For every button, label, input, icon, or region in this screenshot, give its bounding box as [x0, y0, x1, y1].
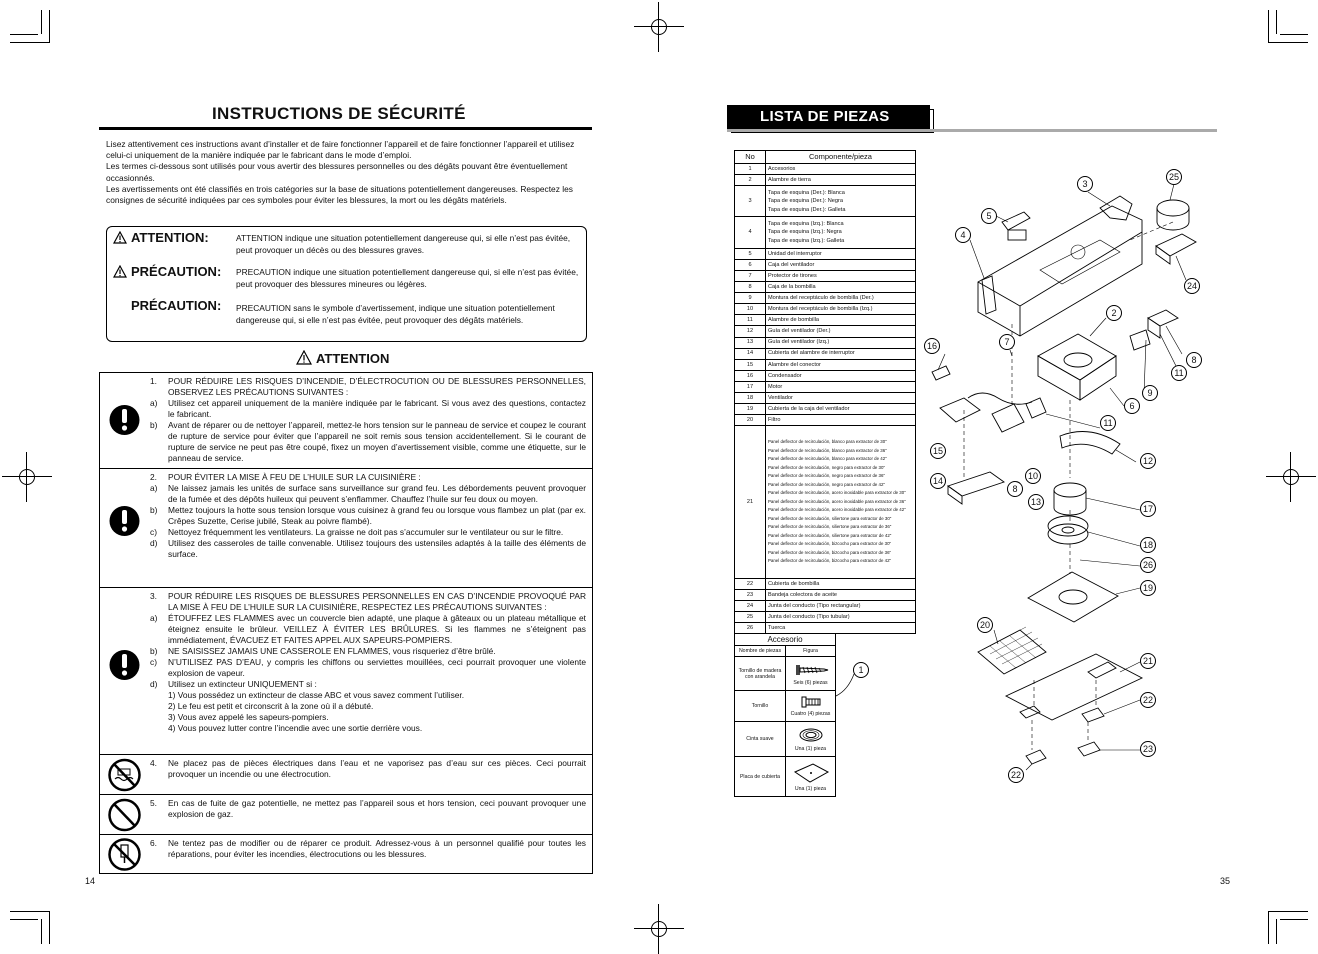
attention-heading: ATTENTION [296, 350, 389, 366]
part-component: Cubierta de bombilla [766, 578, 916, 589]
part-number: 22 [735, 578, 766, 589]
table-row [735, 293, 916, 304]
table-row [735, 304, 916, 315]
page-number-left: 14 [85, 876, 96, 886]
safety-rule-row [100, 373, 592, 468]
callout-18: 18 [1140, 537, 1156, 553]
table-row [735, 175, 916, 186]
accessory-name: Tornillo [735, 691, 786, 722]
safety-rule-row [100, 587, 592, 755]
part-number: 19 [735, 404, 766, 415]
table-row [735, 426, 916, 579]
legend-text-caution: PRECAUTION indique une situation potentiellement dangereuse qui, si elle n’est pas évitée, peut provoquer des blessures mineures ou légères. [236, 267, 579, 289]
table-row [735, 259, 916, 270]
callout-9: 9 [1142, 385, 1158, 401]
accessory-qty: Cuatro (4) piezas [790, 711, 831, 717]
prohibited-icon [100, 795, 149, 835]
part-component: Ventilador [766, 393, 916, 404]
callout-7: 7 [999, 334, 1015, 350]
part-number: 7 [735, 270, 766, 281]
hazard-legend [106, 226, 587, 342]
table-row [735, 248, 916, 259]
part-number: 4 [735, 217, 766, 248]
part-component: Tapa de esquina (Der.): Blanca Tapa de esquina (Der.): Negra Tapa de esquina (Der.): Galleta [766, 186, 916, 217]
table-row [735, 315, 916, 326]
part-number: 23 [735, 589, 766, 600]
safety-rule-row [100, 754, 592, 795]
part-number: 9 [735, 293, 766, 304]
part-component: Condensador [766, 370, 916, 381]
callout-16: 16 [924, 338, 940, 354]
callout-21: 21 [1140, 653, 1156, 669]
wood-screw-icon [791, 662, 831, 678]
intro-text [106, 139, 588, 206]
callout-1: 1 [853, 662, 869, 678]
accessory-col-name: Nombre de piezas [735, 646, 786, 657]
parts-table [734, 150, 916, 634]
part-component: Accesorios [766, 164, 916, 175]
part-component: Guía del ventilador (Der.) [766, 326, 916, 337]
safety-rule-text: 3. POUR RÉDUIRE LES RISQUES DE BLESSURES PERSONNELLES EN CAS D’INCENDIE PROVOQUÉ PAR LA MISE À FEU DE L’HUILE SUR LA CUISINIÈRE, RESPECTEZ LES PRÉCAUTIONS SUIVANTES : a) ÉTOUFFEZ LES FLAMMES avec un couvercle bien adapté, une plaque à gâteaux ou un plateau métallique et éteignez ensuite le brûleur. VEILLEZ À ÉVITER LES BRÛLURES. Si les flammes ne s’éteignent pas immédiatement, ÉVACUEZ ET FAITES APPEL AUX SAPEURS-POMPIERS. b) NE SAISISSEZ JAMAIS UNE CASSEROLE EN FLAMMES, vous risqueriez d’être brûlé. c) N’UTILISEZ PAS D’EAU, y compris les chiffons ou serviettes mouillées, ceci pourrait provoquer une violente explosion de vapeur. d) Utilisez un extincteur UNIQUEMENT si : 1) Vous possédez un extincteur de classe ABC et vous savez comment l’utiliser. 2) Le feu est petit et circonscrit à la zone où il a débuté. 3) Vous avez appelé les sapeurs-pompiers. 4) Vous pouvez lutter contre l’incendie avec une sortie derrière vous. [150, 591, 586, 733]
safety-rule-text: 5. En cas de fuite de gaz potentielle, ne mettez pas l’appareil sous et hors tension, ceci pouvant provoquer une explosion de gaz. [150, 798, 586, 819]
callout-24: 24 [1184, 278, 1200, 294]
part-component: Alambre de bombilla [766, 315, 916, 326]
legend-label-caution: PRÉCAUTION: [113, 264, 221, 279]
parts-header-component: Componente/pieza [766, 151, 916, 164]
callout-6: 6 [1124, 398, 1140, 414]
safety-rule-text: 6. Ne tentez pas de modifier ou de réparer ce produit. Adressez-vous à un personnel qualifié pour toutes les réparations, pour éviter les incendies, électrocutions ou les blessures. [150, 838, 586, 859]
callout-22: 22 [1140, 692, 1156, 708]
callout-leader [834, 670, 860, 700]
registration-mark [2, 452, 52, 502]
part-component: Bandeja colectora de aceite [766, 589, 916, 600]
callout-11: 11 [1171, 365, 1187, 381]
callout-2: 2 [1106, 305, 1122, 321]
part-number: 14 [735, 348, 766, 359]
table-row [735, 600, 916, 611]
part-component: Motor [766, 381, 916, 392]
cover-plate-icon [791, 762, 831, 784]
page-number-right: 35 [1220, 876, 1231, 886]
accessory-table [734, 633, 836, 797]
part-component: Tuerca [766, 623, 916, 634]
part-number: 15 [735, 359, 766, 370]
callout-13: 13 [1028, 494, 1044, 510]
callout-5: 5 [981, 208, 997, 224]
safety-rule-row [100, 468, 592, 588]
warning-triangle-icon [296, 350, 312, 365]
exclamation-icon [100, 373, 149, 468]
table-row [735, 757, 836, 797]
callout-23: 23 [1140, 741, 1156, 757]
safety-rule-text: 1. POUR RÉDUIRE LES RISQUES D’INCENDIE, D’ÉLECTROCUTION OU DE BLESSURES PERSONNELLES, OBSERVEZ LES PRÉCAUTIONS SUIVANTES : a) Utilisez cet appareil uniquement de la manière indiquée par le fabricant. Si vous avez des questions, contactez le fabricant. b) Avant de réparer ou de nettoyer l’appareil, mettez-le hors tension sur le panneau de service et coupez le courant de rupture de service pour éviter que l’appareil ne soit remis sous tension accidentellement. Si le courant de rupture de service ne peut pas être coupé, fixez un moyen d’avertissement visible, comme une étiquette, sur le panneau de service. [150, 376, 586, 463]
safety-rule-text: 4. Ne placez pas de pièces électriques dans l’eau et ne vaporisez pas d’eau sur ces pièces. Ceci pourrait provoquer un incendie ou une électrocution. [150, 758, 586, 779]
part-number: 3 [735, 186, 766, 217]
intro-paragraph: Les avertissements ont été classifiés en trois catégories sur la base de situations potentiellement dangereuses. Respectez les consignes de sécurité indiquées par ces symboles pour éviter les blessures, la mort ou les dégâts matériels. [106, 183, 573, 206]
part-number: 2 [735, 175, 766, 186]
part-number: 11 [735, 315, 766, 326]
section-title: LISTA DE PIEZAS [760, 108, 890, 125]
table-row [735, 578, 916, 589]
part-number: 25 [735, 612, 766, 623]
part-component: Filtro [766, 415, 916, 426]
table-row [735, 370, 916, 381]
tape-roll-icon [796, 726, 826, 744]
table-row [735, 404, 916, 415]
accessory-figure [786, 757, 836, 797]
table-row [735, 657, 836, 691]
part-number: 5 [735, 248, 766, 259]
part-number: 20 [735, 415, 766, 426]
table-row [735, 348, 916, 359]
parts-header-no: No [735, 151, 766, 164]
callout-10: 10 [1025, 468, 1041, 484]
title-rule [727, 129, 932, 132]
legend-label-caution-nosymbol: PRÉCAUTION: [131, 298, 222, 313]
screw-icon [796, 695, 826, 709]
callout-11: 11 [1100, 415, 1116, 431]
accessory-title: Accesorio [735, 634, 836, 646]
part-component: Alambre del conector [766, 359, 916, 370]
safety-rule-text: 2. POUR ÉVITER LA MISE À FEU DE L’HUILE SUR LA CUISINIÈRE : a) Ne laissez jamais les unités de surface sans surveillance sur grand feu. Les débordements peuvent provoquer de la fumée et des dépôts huileux qui peuvent s’enflammer. Chauffez l’huile sur feu doux ou moyen. b) Mettez toujours la hotte sous tension lorsque vous cuisinez à grand feu ou lorsque vous flambez un plat (par ex. Crêpes Suzette, Cerise jubilé, Steak au poivre flambé). c) Nettoyez fréquemment les ventilateurs. La graisse ne doit pas s’accumuler sur le ventilateur ou sur le filtre. d) Utilisez des casseroles de taille convenable. Utilisez toujours des ustensiles adaptés à la taille des éléments de surface. [150, 472, 586, 559]
table-row [735, 282, 916, 293]
legend-label-attention: ATTENTION: [113, 230, 209, 245]
legend-text-caution-nosymbol: PRECAUTION sans le symbole d’avertissement, indique une situation potentiellement dangereuse qui, si elle n’est pas évitée, peut provoquer des dégâts matériels. [236, 303, 555, 325]
part-number: 13 [735, 337, 766, 348]
part-component: Junta del conducto (Tipo tubular) [766, 612, 916, 623]
part-component: Tapa de esquina (Izq.): Blanca Tapa de esquina (Izq.): Negra Tapa de esquina (Izq.): Galleta [766, 217, 916, 248]
table-row [735, 381, 916, 392]
part-component: Protector de tirones [766, 270, 916, 281]
part-number: 24 [735, 600, 766, 611]
title-rule [932, 129, 1217, 132]
no-disassembly-icon [100, 835, 149, 874]
table-row [735, 337, 916, 348]
part-component: Junta del conducto (Tipo rectangular) [766, 600, 916, 611]
part-component: Caja del ventilador [766, 259, 916, 270]
accessory-name: Tornillo de madera con arandela [735, 657, 786, 691]
part-number: 1 [735, 164, 766, 175]
table-row [735, 186, 916, 217]
part-component: Caja de la bombilla [766, 282, 916, 293]
accessory-figure [786, 722, 836, 757]
part-number: 12 [735, 326, 766, 337]
part-component: Panel deflector de recirculación, blanco para extractor de 30" Panel deflector de recirculación, blanco para extractor de 36" Panel deflector de recirculación, blanco para extractor de 42" Panel deflector de recirculación, negro para extractor de 30" Panel deflector de recirculación, negro para extractor de 36" Panel deflector de recirculación, negro para extractor de 42" Panel deflector de recirculación, acero inoxidable para extractor de 30" Panel deflector de recirculación, acero inoxidable para extractor de 36" Panel deflector de recirculación, acero inoxidable para extractor de 42" Panel deflector de recirculación, siliertone para extractor de 30" Panel deflector de recirculación, siliertone para extractor de 36" Panel deflector de recirculación, siliertone para extractor de 42" Panel deflector de recirculación, bizcocho para extractor de 30" Panel deflector de recirculación, bizcocho para extractor de 36" Panel deflector de recirculación, bizcocho para extractor de 42" [766, 426, 916, 579]
part-number: 21 [735, 426, 766, 579]
warning-triangle-icon [113, 265, 127, 278]
part-component: Unidad del interruptor [766, 248, 916, 259]
accessory-figure [786, 657, 836, 691]
safety-rule-row [100, 794, 592, 835]
safety-rule-row [100, 834, 592, 874]
registration-mark [634, 904, 684, 954]
accessory-qty: Una (1) pieza [794, 785, 827, 792]
accessory-figure [786, 691, 836, 722]
part-number: 8 [735, 282, 766, 293]
callout-14: 14 [930, 473, 946, 489]
part-number: 17 [735, 381, 766, 392]
accessory-qty: Seis (6) piezas [793, 679, 828, 686]
part-number: 16 [735, 370, 766, 381]
registration-mark [1266, 452, 1316, 502]
part-component: Cubierta del alambre de interruptor [766, 348, 916, 359]
accessory-col-figure: Figura [786, 646, 836, 657]
callout-8: 8 [1007, 481, 1023, 497]
part-number: 18 [735, 393, 766, 404]
accessory-qty: Una (1) pieza [794, 746, 827, 752]
table-row [735, 217, 916, 248]
part-number: 10 [735, 304, 766, 315]
title-rule [99, 127, 592, 130]
callout-4: 4 [955, 227, 971, 243]
table-row [735, 415, 916, 426]
table-row [735, 612, 916, 623]
callout-17: 17 [1140, 501, 1156, 517]
no-water-icon [100, 755, 149, 795]
part-component: Montura del receptáculo de bombilla (Der.) [766, 293, 916, 304]
page-title: INSTRUCTIONS DE SÉCURITÉ [212, 104, 466, 123]
table-row [735, 722, 836, 757]
table-row [735, 359, 916, 370]
safety-rules-table [99, 372, 593, 874]
parts-table-body [735, 164, 916, 634]
callout-8: 8 [1186, 352, 1202, 368]
intro-paragraph: Les termes ci-dessous sont utilisés pour vous avertir des blessures personnelles ou des dégâts pouvant être éventuellement occasionnés. [106, 161, 568, 183]
part-number: 26 [735, 623, 766, 634]
part-component: Cubierta de la caja del ventilador [766, 404, 916, 415]
registration-mark [634, 2, 684, 52]
exclamation-icon [100, 588, 149, 755]
callout-3: 3 [1077, 176, 1093, 192]
callout-22: 22 [1008, 767, 1024, 783]
callout-15: 15 [930, 443, 946, 459]
table-row [735, 164, 916, 175]
callout-20: 20 [977, 617, 993, 633]
callout-25: 25 [1166, 169, 1182, 185]
table-row [735, 393, 916, 404]
accessory-name: Placa de cubierta [735, 757, 786, 797]
table-row [735, 326, 916, 337]
legend-text-attention: ATTENTION indique une situation potentiellement dangereuse qui, si elle n’est pas évitée, peut provoquer un décès ou des blessures graves. [236, 233, 571, 255]
table-row [735, 691, 836, 722]
exclamation-icon [100, 469, 149, 588]
part-component: Alambre de tierra [766, 175, 916, 186]
part-number: 6 [735, 259, 766, 270]
part-component: Montura del receptáculo de bombilla (Izq.) [766, 304, 916, 315]
callout-12: 12 [1140, 453, 1156, 469]
intro-paragraph: Lisez attentivement ces instructions avant d’installer et de faire fonctionner l’appareil et de faire fonctionner l’appareil et utilisez celui-ci uniquement de la manière indiquée par le fabricant dans le mode d’emploi. [106, 139, 575, 161]
part-component: Guía del ventilador (Izq.) [766, 337, 916, 348]
warning-triangle-icon [113, 231, 127, 244]
table-row [735, 270, 916, 281]
callout-26: 26 [1140, 557, 1156, 573]
accessory-name: Cinta suave [735, 722, 786, 757]
table-row [735, 589, 916, 600]
callout-19: 19 [1140, 580, 1156, 596]
section-title-box [727, 105, 930, 129]
exploded-view-diagram [920, 160, 1220, 800]
